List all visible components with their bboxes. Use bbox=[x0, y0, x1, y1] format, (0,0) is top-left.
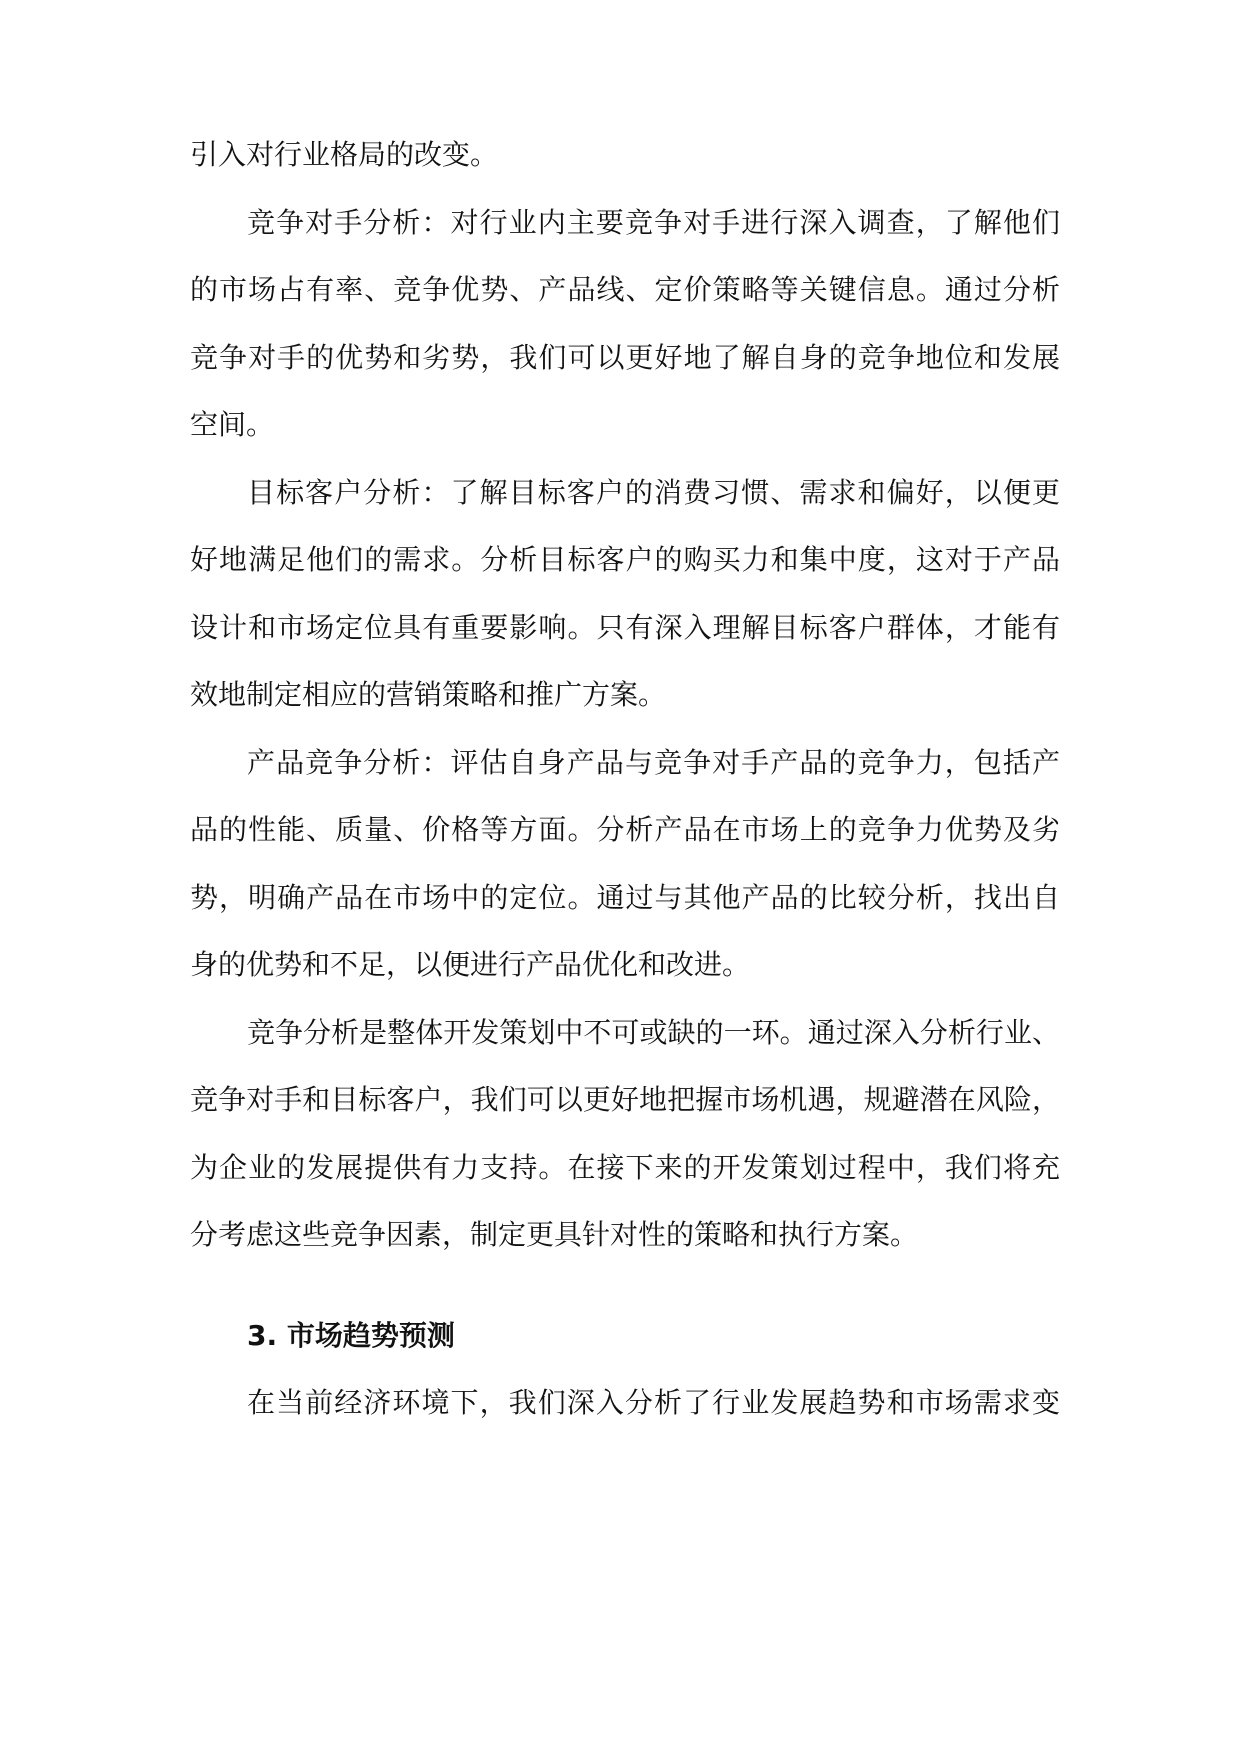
paragraph-line: 目标客户分析：了解目标客户的消费习惯、需求和偏好，以便更 bbox=[247, 476, 1060, 509]
paragraph-line: 引入对行业格局的改变。 bbox=[190, 138, 499, 171]
paragraph-line: 竞争对手分析：对行业内主要竞争对手进行深入调查，了解他们 bbox=[247, 206, 1060, 239]
section-heading: 3. 市场趋势预测 bbox=[247, 1319, 455, 1352]
paragraph-line: 好地满足他们的需求。分析目标客户的购买力和集中度，这对于产品 bbox=[190, 543, 1060, 576]
paragraph-line: 竞争对手和目标客户，我们可以更好地把握市场机遇，规避潜在风险， bbox=[190, 1083, 1060, 1116]
paragraph-line: 势，明确产品在市场中的定位。通过与其他产品的比较分析，找出自 bbox=[190, 881, 1060, 914]
paragraph-line: 空间。 bbox=[190, 408, 275, 441]
paragraph-line: 的市场占有率、竞争优势、产品线、定价策略等关键信息。通过分析 bbox=[190, 273, 1060, 306]
paragraph-line: 竞争分析是整体开发策划中不可或缺的一环。通过深入分析行业、 bbox=[247, 1016, 1060, 1049]
paragraph-line: 品的性能、质量、价格等方面。分析产品在市场上的竞争力优势及劣 bbox=[190, 813, 1060, 846]
paragraph-line: 竞争对手的优势和劣势，我们可以更好地了解自身的竞争地位和发展 bbox=[190, 341, 1060, 374]
paragraph-line: 设计和市场定位具有重要影响。只有深入理解目标客户群体，才能有 bbox=[190, 611, 1060, 644]
paragraph-line: 在当前经济环境下，我们深入分析了行业发展趋势和市场需求变 bbox=[247, 1386, 1060, 1419]
paragraph-line: 效地制定相应的营销策略和推广方案。 bbox=[190, 678, 667, 711]
paragraph-line: 分考虑这些竞争因素，制定更具针对性的策略和执行方案。 bbox=[190, 1218, 919, 1251]
paragraph-line: 为企业的发展提供有力支持。在接下来的开发策划过程中，我们将充 bbox=[190, 1151, 1060, 1184]
paragraph-line: 产品竞争分析：评估自身产品与竞争对手产品的竞争力，包括产 bbox=[247, 746, 1060, 779]
paragraph-line: 身的优势和不足，以便进行产品优化和改进。 bbox=[190, 948, 751, 981]
